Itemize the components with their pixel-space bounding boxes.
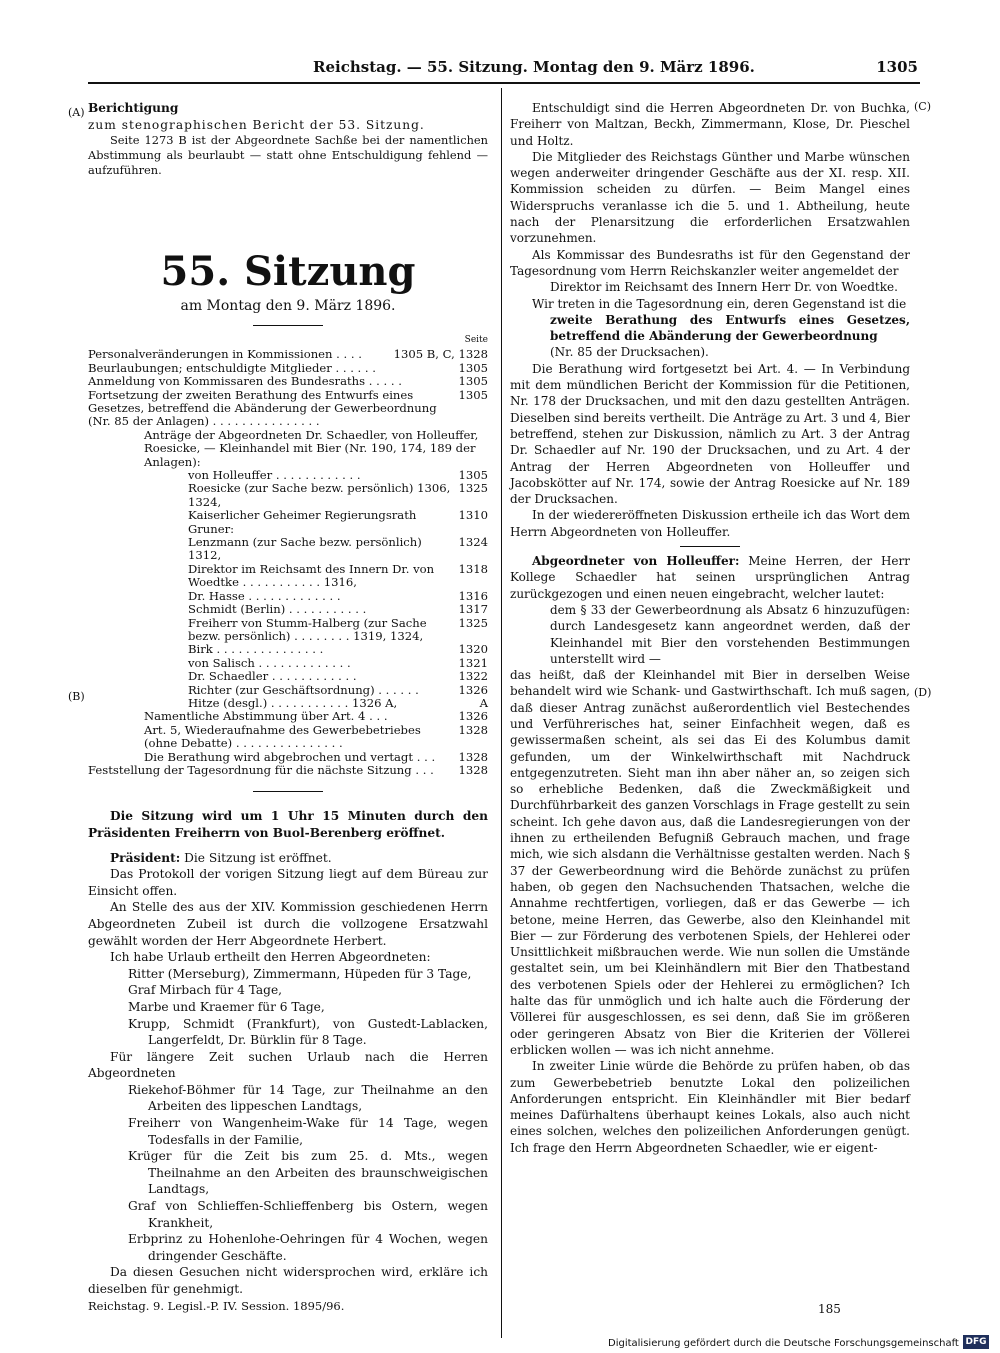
running-header <box>88 58 918 82</box>
toc-entry-text: Hitze (desgl.) . . . . . . . . . . . 1326 A, <box>188 695 398 710</box>
right-para-1: Entschuldigt sind die Herren Abgeordneten Dr. von Buchka, Freiherr von Maltzan, Beckh, Zimmermann, Klose, Dr. Pieschel und Holtz. <box>510 101 910 148</box>
leave-entry: Ritter (Merseburg), Zimmermann, Hüpeden für 3 Tage, <box>128 966 472 981</box>
header-rule <box>88 82 920 84</box>
speech-rule <box>680 546 740 547</box>
toc-entry-page: 1320 <box>458 642 488 657</box>
toc-entry-text: Anträge der Abgeordneten Dr. Schaedler, von Holleuffer, Roesicke, — Kleinhandel mit Bier (Nr. 190, 174, 189 der Anlagen): <box>144 427 479 469</box>
session-title: 55. Sitzung <box>160 248 416 296</box>
toc-entry <box>88 590 488 603</box>
title-rule <box>253 325 323 326</box>
toc-entry <box>88 509 488 536</box>
right-para-3: Als Kommissar des Bundesraths ist für den Gegenstand der Tagesordnung vom Herrn Reichskanzler weiter angemeldet der <box>510 247 910 278</box>
long-leave-entry: Freiherr von Wangenheim-Wake für 14 Tage, wegen Todesfalls in der Familie, <box>128 1116 488 1147</box>
toc-entry <box>88 348 488 361</box>
agenda-reference: (Nr. 85 der Drucksachen). <box>550 345 709 360</box>
speech-intro: Meine Herren, der Herr Kollege Schaedler hat seinen ursprünglichen Antrag zurückgezogen und einen neuen eingebracht, welcher lautet: <box>510 554 910 601</box>
toc-entry <box>88 710 488 723</box>
dfg-logo: DFG <box>963 1335 989 1349</box>
toc-entry <box>88 657 488 670</box>
toc-entry-text: Freiherr von Stumm-Halberg (zur Sache bezw. persönlich) . . . . . . . . 1319, 1324, <box>188 615 427 643</box>
toc-entry-page: 1326 <box>458 682 488 697</box>
margin-mark-b: (B) <box>68 690 85 703</box>
page-number: 1305 <box>876 58 918 76</box>
leave-entry: Graf Mirbach für 4 Tage, <box>128 983 283 998</box>
toc-entry-text: Dr. Schaedler . . . . . . . . . . . . <box>188 669 357 684</box>
toc-rule <box>253 791 323 792</box>
correction-heading: Berichtigung <box>88 101 179 115</box>
long-leave-entry: Erbprinz zu Hohenlohe-Oehringen für 4 Wochen, wegen dringender Geschäfte. <box>128 1232 488 1263</box>
toc-entry <box>88 362 488 375</box>
signature-line: Reichstag. 9. Legisl.-P. IV. Session. 1895/96. <box>88 1298 345 1313</box>
toc-entry-page: 1321 <box>458 655 488 670</box>
running-title: Reichstag. — 55. Sitzung. Montag den 9. März 1896. <box>313 58 755 76</box>
toc-entry <box>88 643 488 656</box>
correction-subheading: zum stenographischen Bericht der 53. Sitzung. <box>88 117 425 132</box>
speech-body-2: In zweiter Linie würde die Behörde zu prüfen haben, ob das zum Gewerbebetrieb benutzte Lokal den polizeilichen Anforderungen entspricht. Ein Kleinhändler mit Bier bedarf meines Dafürhaltens überhaupt keines Lokals, also auch nicht eines solchen, welches den polizeilichen Anforderungen genügt. Ich frage den Herrn Abgeordneten Schaedler, wie er eigent- <box>510 1059 910 1155</box>
session-subtitle: am Montag den 9. März 1896. <box>180 298 396 315</box>
toc-entry <box>88 375 488 388</box>
toc-entry-text: Fortsetzung der zweiten Berathung des Entwurfs eines Gesetzes, betreffend die Abänderung der Gewerbeordnung (Nr. 85 der Anlagen) . . . . . . . . . . . . . . . <box>88 387 437 429</box>
president-para-3: An Stelle des aus der XIV. Kommission geschiedenen Herrn Abgeordneten Zubeil ist durch die vollzogene Ersatzwahl gewählt worden der Herr Abgeordnete Herbert. <box>88 900 488 948</box>
toc-entry-page: 1326 <box>458 709 488 724</box>
speaker-holleuffer: Abgeordneter von Holleuffer: <box>532 554 740 569</box>
toc-entry-text: Richter (zur Geschäftsordnung) . . . . . . <box>188 682 419 697</box>
toc-entry-text: Personalveränderungen in Kommissionen . . . . <box>88 347 362 362</box>
toc-entry-page: 1317 <box>458 602 488 617</box>
right-para-5: Die Berathung wird fortgesetzt bei Art. 4. — In Verbindung mit dem mündlichen Bericht der Kommission für die Petitionen, Nr. 178 der Drucksachen, und mit den dazu gestellten Anträgen. Dieselben sind bereits vertheilt. Die Anträge zu Art. 3 und 4, Bier betreffend, stehen zur Diskussion, nämlich zu Art. 3 der Antrag Dr. Schaedler auf Nr. 190 der Drucksachen, und zu Art. 4 der Antrag der Herren Abgeordneten von Holleuffer und Jacobskötter auf Nr. 174, sowie der Antrag Roesicke auf Nr. 189 der Drucksachen. <box>510 361 910 507</box>
commissioner-line: Direktor im Reichsamt des Innern Herr Dr. von Woedtke. <box>550 280 898 295</box>
left-column <box>88 100 488 1314</box>
toc-entry <box>88 389 488 429</box>
toc-entry-page: 1328 <box>458 749 488 764</box>
toc-entry-text: Kaiserlicher Geheimer Regierungsrath Gruner: <box>188 508 417 536</box>
right-para-6: In der wiedereröffneten Diskussion ertheile ich das Wort dem Herrn Abgeordneten von Holleuffer. <box>510 508 910 539</box>
toc-entry <box>88 697 488 710</box>
margin-mark-c: (C) <box>914 100 931 113</box>
toc-entry-page: 1305 <box>458 468 488 483</box>
toc-entry-page: 1305 B, C, 1328 <box>393 347 488 362</box>
toc-entry-text: Direktor im Reichsamt des Innern Dr. von Woedtke . . . . . . . . . . . 1316, <box>188 561 435 590</box>
toc-entry-page: 1324 <box>458 535 488 550</box>
president-para-5: Für längere Zeit suchen Urlaub nach die Herren Abgeordneten <box>88 1049 488 1081</box>
speech-body: das heißt, daß der Kleinhandel mit Bier in derselben Weise behandelt wird wie Schank- und Gastwirthschaft. Ich muß sagen, daß dieser Antrag zunächst außerordentlich viel Bestechendes und Verführerisches hat, seiner Einfachheit wegen, daß es gewissermaßen scheint, als sei das Ei des Kolumbus damit gefunden, um der Winkelwirthschaft mit Nachdruck entgegenzutreten. Sieht man ihn aber näher an, so zeigen sich so erhebliche Bedenken, daß die Zweckmäßigkeit und Durchführbarkeit des ganzen Vorschlags in Frage gestellt zu sein scheint. Ich gehe davon aus, daß die Landesregierungen von der ihnen zu ertheilenden Befugniß Gebrauch machen, und frage mich, wie sich alsdann die Verhältnisse gestalten werden. Nach § 37 der Gewerbeordnung wird die Behörde zunächst zu prüfen haben, ob gegen den Nachsuchenden Thatsachen, welche die Annahme rechtfertigen, vorliegen, daß er das Gewerbe — ich betone, meine Herren, das Gewerbe, also den Kleinhandel mit Bier — zur Förderung des verbotenen Spiels, der Hehlerei oder Unsittlichkeit mißbrauchen werde. Wie nun sollen die Umstände gestaltet sein, um bei Kleinhändlern mit Bier den Thatbestand des verbotenen Spiels oder der Hehlerei zu ermöglichen? Ich halte das für unmöglich und ich halte auch die Förderung der Völlerei für ausgeschlossen, es sei denn, daß Sie im größeren oder geringeren Absatz von Bier die Kriterien der Völlerei erblicken wollen — was ich nicht annehme. <box>510 668 910 1057</box>
toc-entry-page: 1328 <box>458 762 488 777</box>
toc-entry-text: Namentliche Abstimmung über Art. 4 . . . <box>144 709 388 724</box>
toc-entry-page <box>484 429 488 469</box>
long-leave-entry: Riekehof-Böhmer für 14 Tage, zur Theilnahme an den Arbeiten des lippeschen Landtags, <box>128 1082 488 1114</box>
toc-entry <box>88 751 488 764</box>
president-speaker: Präsident: <box>110 850 181 865</box>
toc-entry-page: 1310 <box>458 508 488 523</box>
leave-entry: Krupp, Schmidt (Frankfurt), von Gustedt-Lablacken, Langerfeldt, Dr. Bürklin für 8 Tage. <box>128 1016 488 1048</box>
toc-entry-text: Birk . . . . . . . . . . . . . . . <box>188 642 324 657</box>
motion-quote: dem § 33 der Gewerbeordnung als Absatz 6 hinzuzufügen: durch Landesgesetz kann angeordnet werden, daß der Kleinhandel mit Bier den vorstehenden Bestimmungen unterstellt wird — <box>550 602 910 666</box>
toc-entry-page: 1325 <box>458 481 488 496</box>
opening-statement: Die Sitzung wird um 1 Uhr 15 Minuten durch den Präsidenten Freiherrn von Buol-Berenberg eröffnet. <box>88 809 488 840</box>
toc-entry <box>88 469 488 482</box>
toc-entry-text: Art. 5, Wiederaufnahme des Gewerbebetriebes (ohne Debatte) . . . . . . . . . . . . . . . <box>144 722 421 751</box>
funding-note: Digitalisierung gefördert durch die Deutsche Forschungsgemeinschaft <box>608 1338 959 1349</box>
president-para-1: Die Sitzung ist eröffnet. <box>184 850 332 865</box>
toc-entry-text: Dr. Hasse . . . . . . . . . . . . . <box>188 588 341 603</box>
toc-entry-page: 1322 <box>458 669 488 684</box>
toc-entry-text: Schmidt (Berlin) . . . . . . . . . . . <box>188 602 367 617</box>
toc-entry-page: 1305 <box>458 374 488 389</box>
toc-entry-page: 1316 <box>458 588 488 603</box>
toc-page-heading: Seite <box>464 334 488 345</box>
toc-entry <box>88 563 488 590</box>
toc-entry-page: 1325 <box>458 615 488 630</box>
toc-entry <box>88 617 488 644</box>
toc-entry <box>88 482 488 509</box>
toc-entry-text: Beurlaubungen; entschuldigte Mitglieder . . . . . . <box>88 360 376 375</box>
toc-entry-text: Anmeldung von Kommissaren des Bundesraths . . . . . <box>88 374 402 389</box>
toc-entry <box>88 684 488 697</box>
correction-text: Seite 1273 B ist der Abgeordnete Sachße bei der namentlichen Abstimmung als beurlaubt — statt ohne Entschuldigung fehlend — aufzuführen. <box>88 133 488 178</box>
president-para-4: Ich habe Urlaub ertheilt den Herren Abgeordneten: <box>110 950 431 965</box>
column-divider <box>501 88 502 1338</box>
long-leave-entry: Graf von Schlieffen-Schlieffenberg bis Ostern, wegen Krankheit, <box>128 1199 488 1230</box>
toc-entry-page: 1328 <box>458 722 488 737</box>
toc-entry <box>88 724 488 751</box>
margin-mark-a: (A) <box>68 106 85 119</box>
toc-entry <box>88 536 488 563</box>
toc-entry-page: 1318 <box>458 561 488 576</box>
toc-entry <box>88 603 488 616</box>
toc-entry-text: Feststellung der Tagesordnung für die nächste Sitzung . . . <box>88 762 434 777</box>
right-column <box>510 100 910 1156</box>
toc-entry <box>88 764 488 777</box>
president-para-2: Das Protokoll der vorigen Sitzung liegt auf dem Büreau zur Einsicht offen. <box>88 867 488 898</box>
toc-entry-page: A <box>479 695 488 710</box>
right-para-2: Die Mitglieder des Reichstags Günther und Marbe wünschen wegen anderweiter dringender Geschäfte aus der XI. resp. XII. Kommission scheiden zu dürfen. — Beim Mangel eines Widerspruchs veranlasse ich die 5. und 1. Abtheilung, heute nach der Plenarsitzung die erforderlichen Ersatzwahlen vorzunehmen. <box>510 149 910 246</box>
toc-entry <box>88 670 488 683</box>
toc-entry-page: 1305 <box>458 387 488 402</box>
toc-entry <box>88 429 488 469</box>
right-para-4: Wir treten in die Tagesordnung ein, deren Gegenstand ist die <box>532 296 907 311</box>
folio-number: 185 <box>818 1302 841 1316</box>
long-leave-entry: Krüger für die Zeit bis zum 25. d. Mts., wegen Theilnahme an den Arbeiten des braunschweigischen Landtags, <box>128 1149 488 1197</box>
toc-entry-text: Die Berathung wird abgebrochen und vertagt . . . <box>144 749 436 764</box>
toc-entry-text: von Holleuffer . . . . . . . . . . . . <box>188 468 361 483</box>
toc-entry-text: von Salisch . . . . . . . . . . . . . <box>188 655 351 670</box>
agenda-item: zweite Berathung des Entwurfs eines Gesetzes, betreffend die Abänderung der Gewerbeordnung <box>550 312 910 344</box>
toc-entry-text: Roesicke (zur Sache bezw. persönlich) 1306, 1324, <box>188 481 451 509</box>
margin-mark-d: (D) <box>914 686 932 699</box>
toc-entry-page: 1305 <box>458 360 488 375</box>
president-para-6: Da diesen Gesuchen nicht widersprochen wird, erkläre ich dieselben für genehmigt. <box>88 1265 488 1296</box>
toc-entry-text: Lenzmann (zur Sache bezw. persönlich) 1312, <box>188 535 422 563</box>
table-of-contents <box>88 348 488 777</box>
leave-entry: Marbe und Kraemer für 6 Tage, <box>128 999 325 1014</box>
